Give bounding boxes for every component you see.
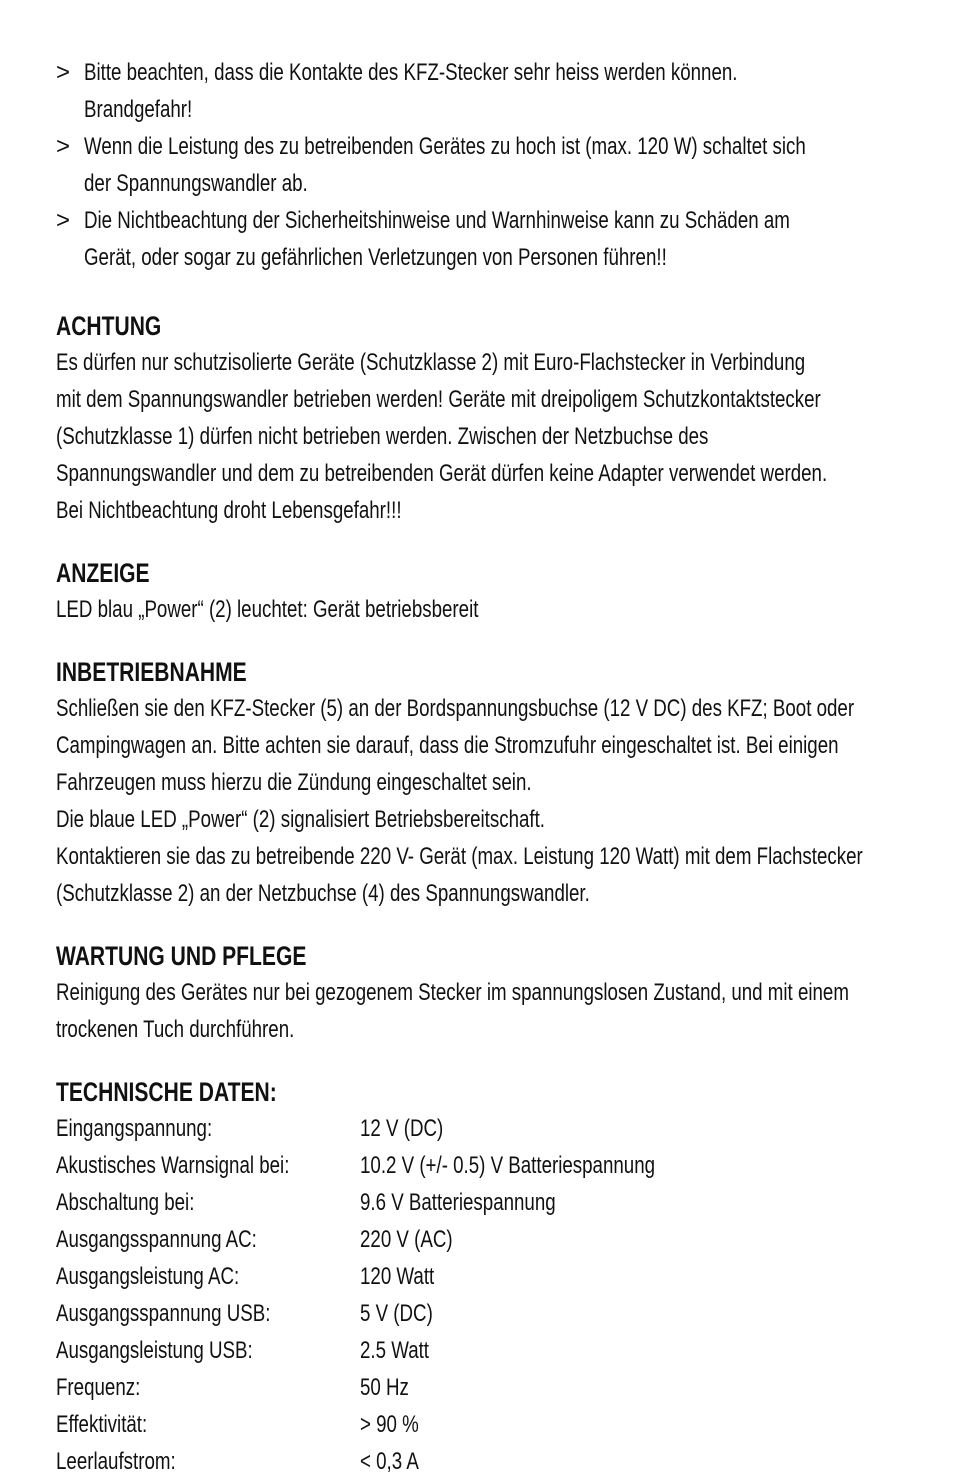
spec-label: Akustisches Warnsignal bei:: [56, 1152, 290, 1179]
spec-label: Leerlaufstrom:: [56, 1448, 176, 1475]
spec-value: 9.6 V Batteriespannung: [360, 1189, 556, 1216]
spec-label: Frequenz:: [56, 1374, 141, 1401]
table-row: [56, 1406, 738, 1443]
bullet-line: Wenn die Leistung des zu betreibenden Gerätes zu hoch ist (max. 120 W) schaltet sich: [84, 133, 806, 160]
spec-value: 5 V (DC): [360, 1300, 433, 1327]
bullet-marker: >: [56, 133, 71, 160]
section-heading: ANZEIGE: [56, 558, 150, 588]
paragraph-line: Campingwagen an. Bitte achten sie darauf, dass die Stromzufuhr eingeschaltet ist. Bei einigen: [56, 732, 839, 759]
spec-label: Ausgangsleistung AC:: [56, 1263, 240, 1290]
spec-value: 10.2 V (+/- 0.5) V Batteriespannung: [360, 1152, 656, 1179]
bullet-line: Brandgefahr!: [84, 96, 193, 123]
spec-value: 50 Hz: [360, 1374, 409, 1401]
spec-label: Ausgangsleistung USB:: [56, 1337, 253, 1364]
paragraph-line: Bei Nichtbeachtung droht Lebensgefahr!!!: [56, 497, 402, 524]
spec-value: 12 V (DC): [360, 1115, 444, 1142]
bullet-marker: >: [56, 59, 71, 86]
spec-table: [56, 1110, 738, 1480]
document-page: [56, 54, 916, 1480]
table-row: [56, 1332, 738, 1369]
spec-value: 2.5 Watt: [360, 1337, 430, 1364]
spec-label: Effektivität:: [56, 1411, 148, 1438]
paragraph-line: LED blau „Power“ (2) leuchtet: Gerät betriebsbereit: [56, 596, 479, 623]
bullet-line: Bitte beachten, dass die Kontakte des KFZ-Stecker sehr heiss werden können.: [84, 59, 738, 86]
spec-value: 220 V (AC): [360, 1226, 453, 1253]
paragraph-line: Reinigung des Gerätes nur bei gezogenem Stecker im spannungslosen Zustand, und mit einem: [56, 979, 849, 1006]
section-wartung: [56, 938, 916, 1048]
section-heading: ACHTUNG: [56, 311, 162, 341]
section-heading: WARTUNG UND PFLEGE: [56, 941, 307, 971]
table-row: [56, 1258, 738, 1295]
section-heading: INBETRIEBNAHME: [56, 657, 247, 687]
section-technische-daten: [56, 1074, 916, 1480]
table-row: [56, 1184, 738, 1221]
table-row: [56, 1369, 738, 1406]
paragraph-line: Es dürfen nur schutzisolierte Geräte (Schutzklasse 2) mit Euro-Flachstecker in Verbindung: [56, 349, 806, 376]
bullet-marker: >: [56, 207, 71, 234]
paragraph-line: Die blaue LED „Power“ (2) signalisiert Betriebsbereitschaft.: [56, 806, 546, 833]
paragraph-line: Schließen sie den KFZ-Stecker (5) an der Bordspannungsbuchse (12 V DC) des KFZ; Boot oder: [56, 695, 855, 722]
table-row: [56, 1295, 738, 1332]
table-row: [56, 1443, 738, 1480]
paragraph-line: Kontaktieren sie das zu betreibende 220 V- Gerät (max. Leistung 120 Watt) mit dem Flachstecker: [56, 843, 863, 870]
table-row: [56, 1221, 738, 1258]
paragraph-line: (Schutzklasse 2) an der Netzbuchse (4) des Spannungswandler.: [56, 880, 590, 907]
paragraph-line: Fahrzeugen muss hierzu die Zündung eingeschaltet sein.: [56, 769, 532, 796]
paragraph-line: (Schutzklasse 1) dürfen nicht betrieben werden. Zwischen der Netzbuchse des: [56, 423, 709, 450]
spec-label: Abschaltung bei:: [56, 1189, 195, 1216]
section-anzeige: [56, 555, 916, 628]
bullet-item-power-limit: [56, 128, 916, 202]
section-inbetriebnahme: [56, 654, 916, 912]
bullet-line: Gerät, oder sogar zu gefährlichen Verletzungen von Personen führen!!: [84, 244, 667, 271]
spec-label: Ausgangsspannung AC:: [56, 1226, 257, 1253]
spec-value: > 90 %: [360, 1411, 419, 1438]
table-row: [56, 1147, 738, 1184]
spec-value: 120 Watt: [360, 1263, 435, 1290]
section-heading: TECHNISCHE DATEN:: [56, 1077, 277, 1107]
bullet-line: Die Nichtbeachtung der Sicherheitshinweise und Warnhinweise kann zu Schäden am: [84, 207, 790, 234]
paragraph-line: trockenen Tuch durchführen.: [56, 1016, 295, 1043]
paragraph-line: Spannungswandler und dem zu betreibenden Gerät dürfen keine Adapter verwendet werden.: [56, 460, 828, 487]
safety-bullet-list: [56, 54, 916, 276]
spec-label: Ausgangsspannung USB:: [56, 1300, 271, 1327]
bullet-item-contacts-hot: [56, 54, 916, 128]
spec-label: Eingangspannung:: [56, 1115, 213, 1142]
paragraph-line: mit dem Spannungswandler betrieben werden! Geräte mit dreipoligem Schutzkontaktstecker: [56, 386, 821, 413]
spec-value: < 0,3 A: [360, 1448, 419, 1475]
bullet-item-safety-notes: [56, 202, 916, 276]
bullet-line: der Spannungswandler ab.: [84, 170, 308, 197]
section-achtung: [56, 308, 916, 529]
table-row: [56, 1110, 738, 1147]
